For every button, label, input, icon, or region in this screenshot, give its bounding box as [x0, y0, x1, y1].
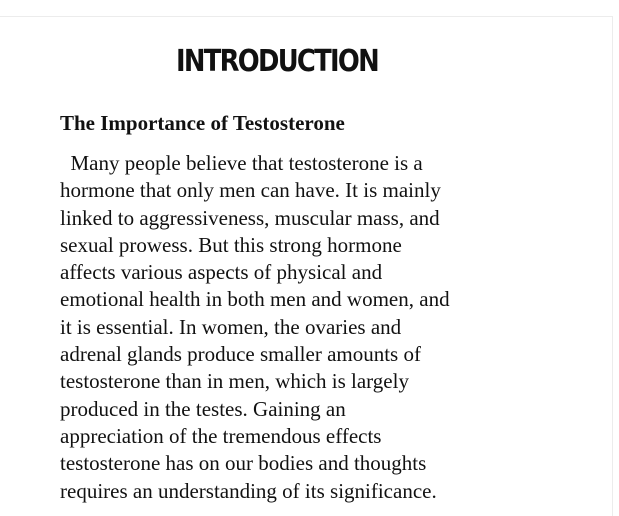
chapter-title: INTRODUCTION: [176, 44, 378, 79]
paragraph-line: testosterone than in men, which is largely: [60, 369, 409, 394]
paragraph-line: produced in the testes. Gaining an: [60, 396, 346, 421]
paragraph-line: affects various aspects of physical and: [60, 260, 383, 285]
page-right-border: [612, 16, 613, 516]
paragraph-line: hormone that only men can have. It is mainly: [60, 178, 441, 203]
paragraph-line: linked to aggressiveness, muscular mass, and: [60, 205, 440, 230]
paragraph-line: emotional health in both men and women, and: [60, 287, 450, 312]
paragraph-line: sexual prowess. But this strong hormone: [60, 232, 402, 257]
paragraph-line: adrenal glands produce smaller amounts of: [60, 342, 421, 367]
paragraph-line: testosterone has on our bodies and thoughts: [60, 451, 427, 476]
section-heading: The Importance of Testosterone: [60, 111, 345, 135]
page-top-border: [0, 16, 612, 17]
paragraph-line: it is essential. In women, the ovaries and: [60, 314, 402, 339]
body-paragraph: [60, 150, 580, 505]
paragraph-line: requires an understanding of its significance.: [60, 478, 437, 503]
paragraph-line: appreciation of the tremendous effects: [60, 423, 382, 448]
paragraph-line: Many people believe that testosterone is a: [60, 151, 423, 175]
